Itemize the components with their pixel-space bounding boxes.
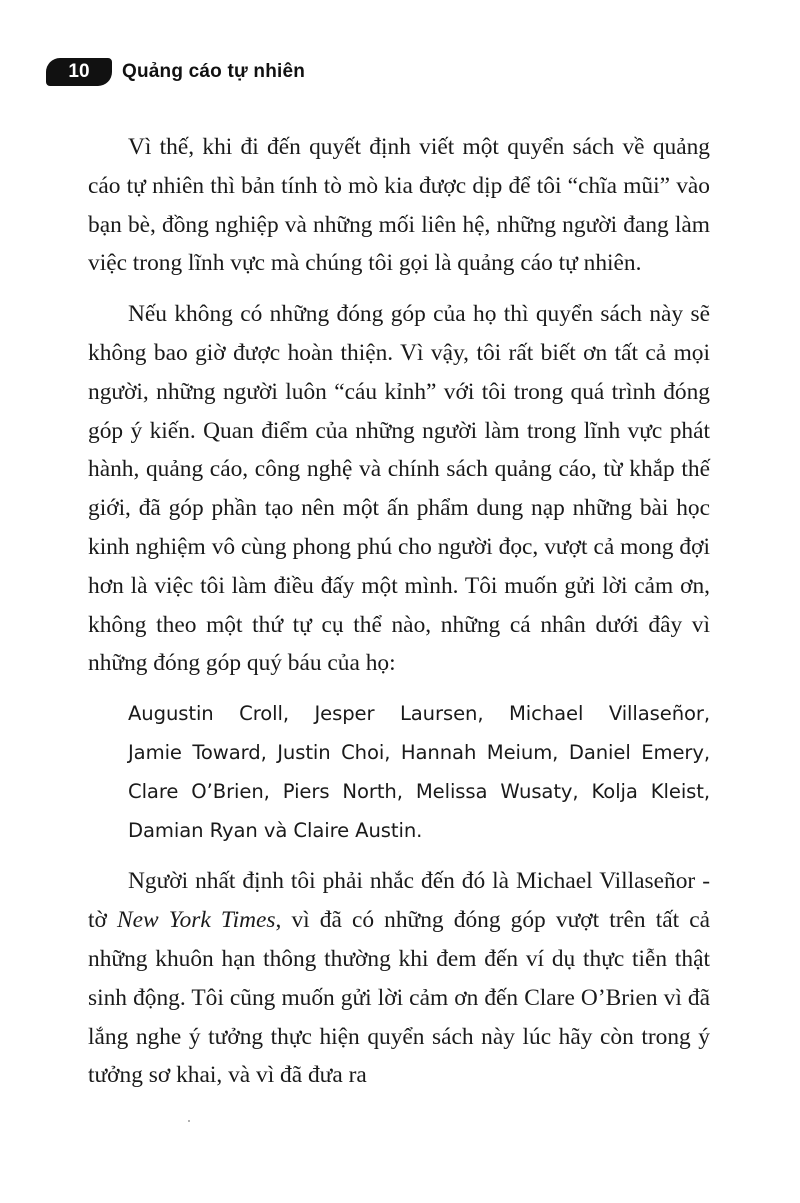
acknowledged-names [88,695,710,850]
page-number: 10 [68,61,90,82]
paragraph-4-start: Người nhất định tôi phải nhắc đến đó là Michael Villaseñor - tờ [88,868,710,934]
scan-speck [188,1120,190,1122]
names-line-2: Jamie Toward, Justin Choi, Hannah Meium, Daniel Emery, [128,740,710,764]
body-text [88,128,710,1107]
paragraph-2: Nếu không có những đóng góp của họ thì quyển sách này sẽ không bao giờ được hoàn thiện. Vì vậy, tôi rất biết ơn tất cả mọi người, những người luôn “cáu kỉnh” với tôi trong quá trình đóng góp ý kiến. Quan điểm của những người làm trong lĩnh vực phát hành, quảng cáo, công nghệ và chính sách quảng cáo, từ khắp thế giới, đã góp phần tạo nên một ấn phẩm dung nạp những bài học kinh nghiệm vô cùng phong phú cho người đọc, vượt cả mong đợi hơn là việc tôi làm điều đấy một mình. Tôi muốn gửi lời cảm ơn, không theo một thứ tự cụ thể nào, những cá nhân dưới đây vì những đóng góp quý báu của họ: [88,301,710,677]
names-line-4: Damian Ryan và Claire Austin. [128,818,423,842]
publication-name: New York Times [117,907,276,934]
paragraph-1: Vì thế, khi đi đến quyết định viết một quyển sách về quảng cáo tự nhiên thì bản tính tò mò kia được dịp để tôi “chĩa mũi” vào bạn bè, đồng nghiệp và những mối liên hệ, những người đang làm việc trong lĩnh vực mà chúng tôi gọi là quảng cáo tự nhiên. [88,134,710,277]
chapter-title: Quảng cáo tự nhiên [122,61,306,82]
paragraph-4-end: , vì đã có những đóng góp vượt trên tất cả những khuôn hạn thông thường khi đem đến ví dụ thực tiễn thật sinh động. Tôi cũng muốn gửi lời cảm ơn đến Clare O’Brien vì đã lắng nghe ý tưởng thực hiện quyển sách này lúc hãy còn trong ý tưởng sơ khai, và vì đã đưa ra [88,907,710,1089]
page-number-badge [46,58,112,86]
paragraph-4 [88,862,710,1095]
names-line-1: Augustin Croll, Jesper Laursen, Michael Villaseñor, [128,702,710,726]
running-header [46,58,305,86]
names-line-3: Clare O’Brien, Piers North, Melissa Wusaty, Kolja Kleist, [128,779,710,803]
